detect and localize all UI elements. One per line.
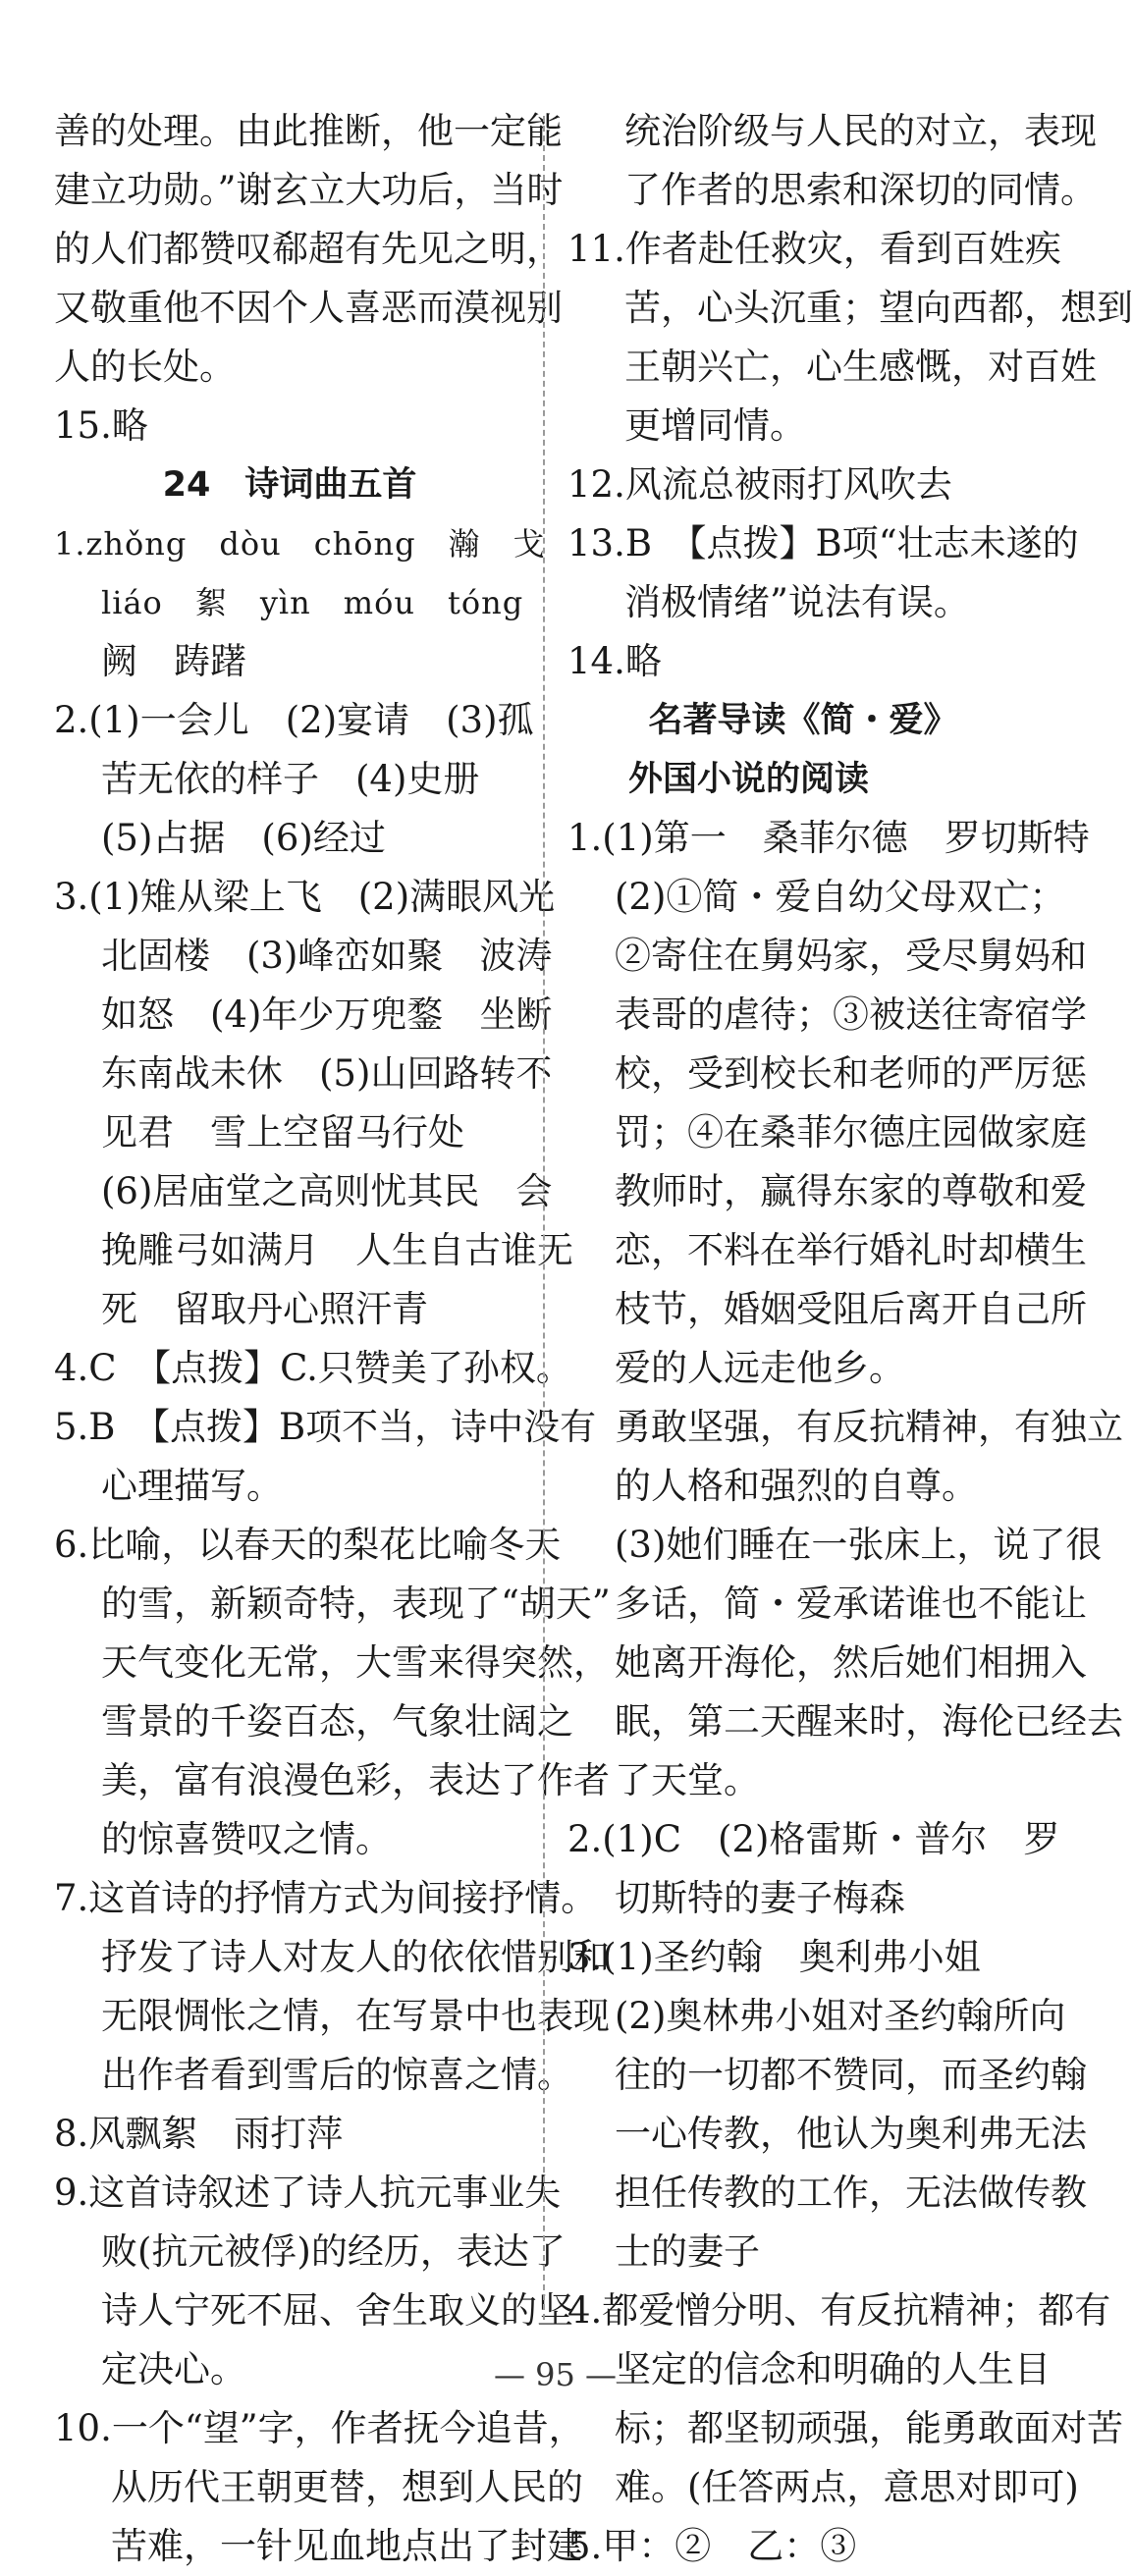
answer-line: 名著导读《简・爱》 [648, 701, 958, 740]
answer-line: 了作者的思索和深切的同情。 [624, 169, 1097, 211]
answer-line: 士的妻子 [615, 2230, 760, 2273]
answer-line: (5)占据 (6)经过 [101, 817, 386, 859]
answer-line: 7.这首诗的抒情方式为间接抒情。 [54, 1877, 598, 1919]
answer-line: 3.(1)雉从梁上飞 (2)满眼风光 [54, 876, 556, 918]
answer-line: 的人们都赞叹郗超有先见之明， [54, 228, 563, 270]
answer-line: 败(抗元被俘)的经历，表达了 [101, 2230, 566, 2273]
answer-line: 美，富有浪漫色彩，表达了作者 [101, 1759, 610, 1801]
answer-line: 出作者看到雪后的惊喜之情。 [101, 2054, 573, 2096]
answer-line: 统治阶级与人民的对立，表现 [624, 110, 1097, 152]
answer-line: 消极情绪”说法有误。 [624, 581, 970, 623]
answer-line: 挽雕弓如满月 人生自古谁无 [101, 1229, 573, 1271]
answer-line: 苦难，一针见血地点出了封建 [111, 2525, 583, 2567]
answer-line: 一心传教，他认为奥利弗无法 [615, 2113, 1087, 2155]
answer-line: 14.略 [567, 640, 662, 682]
answer-line: 10.一个“望”字，作者抚今追昔， [54, 2407, 585, 2449]
answer-line: 苦，心头沉重；望向西都，想到 [624, 287, 1133, 329]
answer-line: 5.甲：② 乙：③ [567, 2525, 857, 2567]
answer-line: 死 留取丹心照汗青 [101, 1288, 428, 1330]
answer-line: 枝节，婚姻受阻后离开自己所 [615, 1288, 1087, 1330]
answer-line: 北固楼 (3)峰峦如聚 波涛 [101, 935, 553, 977]
answer-line: 8.风飘絮 雨打萍 [54, 2113, 344, 2155]
answer-line: 眠，第二天醒来时，海伦已经去 [615, 1700, 1123, 1743]
answer-line: 4.C 【点拨】C.只赞美了孙权。 [54, 1347, 572, 1389]
answer-line: 勇敢坚强，有反抗精神，有独立 [615, 1406, 1123, 1448]
answer-line: 1.(1)第一 桑菲尔德 罗切斯特 [567, 817, 1090, 859]
answer-line: 4.都爱憎分明、有反抗精神；都有 [567, 2289, 1111, 2332]
answer-line: (3)她们睡在一张床上，说了很 [615, 1524, 1103, 1566]
answer-line: 雪景的千姿百态，气象壮阔之 [101, 1700, 573, 1743]
answer-line: 往的一切都不赞同，而圣约翰 [615, 2054, 1087, 2096]
right-column [567, 102, 1133, 2576]
answer-line: liáo 絮 yìn móu tóng [101, 584, 524, 621]
answer-line: 11.作者赴任救灾，看到百姓疾 [567, 228, 1061, 270]
answer-line: 她离开海伦，然后她们相拥入 [615, 1641, 1087, 1684]
answer-line: 1.zhǒng dòu chōng 瀚 戈 [54, 525, 546, 563]
answer-line: 了天堂。 [615, 1759, 760, 1801]
answer-line: 切斯特的妻子梅森 [615, 1877, 905, 1919]
answer-line: 外国小说的阅读 [628, 760, 870, 799]
answer-line: 如怒 (4)年少万兜鍪 坐断 [101, 993, 553, 1036]
answer-line: (2)奥林弗小姐对圣约翰所向 [615, 1995, 1066, 2037]
answer-line: 教师时，赢得东家的尊敬和爱 [615, 1170, 1087, 1212]
answer-line: 从历代王朝更替，想到人民的 [111, 2466, 583, 2508]
answer-line: 13.B 【点拨】B项“壮志未遂的 [567, 522, 1079, 564]
answer-line: ②寄住在舅妈家，受尽舅妈和 [615, 935, 1087, 977]
answer-line: 6.比喻，以春天的梨花比喻冬天 [54, 1524, 562, 1566]
answer-line: 阙 踌躇 [101, 640, 246, 682]
answer-line: 更增同情。 [624, 404, 806, 447]
answer-line: 建立功勋。”谢玄立大功后，当时 [54, 169, 564, 211]
answer-line: 王朝兴亡，心生感慨，对百姓 [624, 346, 1097, 388]
answer-line: 3.(1)圣约翰 奥利弗小姐 [567, 1936, 981, 1978]
column-divider [543, 116, 545, 2320]
answer-line: 难。(任答两点，意思对即可) [615, 2466, 1079, 2508]
answer-line: (6)居庙堂之高则忧其民 会 [101, 1170, 553, 1212]
answer-line: 东南战未休 (5)山回路转不 [101, 1052, 553, 1095]
answer-line: 见君 雪上空留马行处 [101, 1111, 464, 1154]
answer-line: 定决心。 [101, 2348, 246, 2390]
answer-line: 爱的人远走他乡。 [615, 1347, 905, 1389]
answer-line: 的人格和强烈的自尊。 [615, 1465, 978, 1507]
answer-line: 2.(1)一会儿 (2)宴请 (3)孤 [54, 699, 534, 741]
answer-line: 抒发了诗人对友人的依依惜别和 [101, 1936, 610, 1978]
answer-line: 坚定的信念和明确的人生目 [615, 2348, 1051, 2390]
answer-line: 表哥的虐待；③被送往寄宿学 [615, 993, 1087, 1036]
answer-line: 的惊喜赞叹之情。 [101, 1818, 392, 1860]
answer-line: 的雪，新颖奇特，表现了“胡天” [101, 1583, 611, 1625]
answer-line: 担任传教的工作，无法做传教 [615, 2172, 1087, 2214]
answer-line: 人的长处。 [54, 346, 236, 388]
answer-line: 天气变化无常，大雪来得突然， [101, 1641, 610, 1684]
answer-line: 5.B 【点拨】B项不当，诗中没有 [54, 1406, 597, 1448]
page-number: — 95 — [493, 2356, 618, 2393]
answer-line: 善的处理。由此推断，他一定能 [54, 110, 563, 152]
answer-line: 24 诗词曲五首 [162, 465, 417, 505]
answer-line: 2.(1)C (2)格雷斯・普尔 罗 [567, 1818, 1060, 1860]
answer-line: 9.这首诗叙述了诗人抗元事业失 [54, 2172, 562, 2214]
answer-line: 多话，简・爱承诺谁也不能让 [615, 1583, 1087, 1625]
answer-line: 标；都坚韧顽强，能勇敢面对苦 [615, 2407, 1123, 2449]
answer-line: 恋，不料在举行婚礼时却横生 [615, 1229, 1087, 1271]
answer-line: 苦无依的样子 (4)史册 [101, 758, 480, 800]
answer-line: 罚；④在桑菲尔德庄园做家庭 [615, 1111, 1087, 1154]
answer-line: 校，受到校长和老师的严厉惩 [615, 1052, 1087, 1095]
answer-line: 无限惆怅之情，在写景中也表现 [101, 1995, 610, 2037]
answer-line: (2)①简・爱自幼父母双亡； [615, 876, 1066, 918]
answer-line: 15.略 [54, 404, 148, 447]
answer-line: 诗人宁死不屈、舍生取义的坚 [101, 2289, 573, 2332]
answer-line: 心理描写。 [101, 1465, 283, 1507]
answer-line: 又敬重他不因个人喜恶而漠视别 [54, 287, 563, 329]
answer-line: 12.风流总被雨打风吹去 [567, 463, 952, 506]
